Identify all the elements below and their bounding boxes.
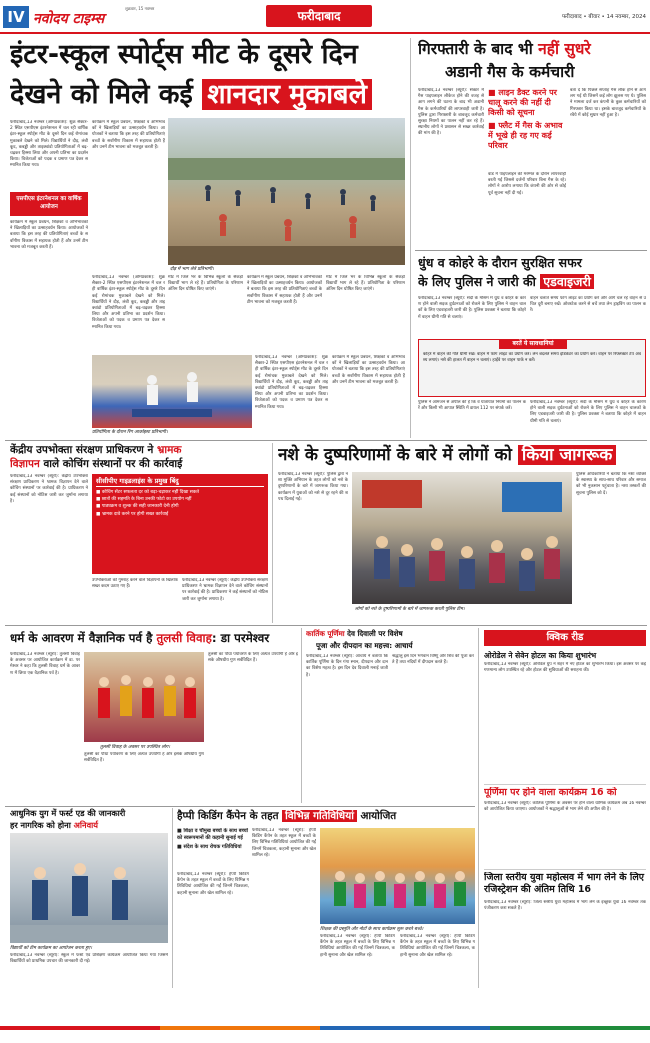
quick-read-item3-body: फरीदाबाद,13 नवम्बर (ब्यूरो): जिला स्तरीय युवा महोत्सव में भाग लेने के इच्छुक युवा 16 नवम्बर तक पंजीकरण करा सकते हैं।	[484, 900, 646, 912]
race-scene-svg	[168, 118, 405, 265]
fog-headline-2b: एडवाइजरी	[540, 274, 594, 289]
coaching-headline-1	[10, 443, 268, 457]
kidding-bullet-2: ■ संदेश के साथ रोचक गतिविधियां	[177, 844, 242, 850]
sports-body-8: कार्यक्रम में स्कूल प्रबंधन, शिक्षकों व अभिभावकों ने खिलाड़ियों का उत्साहवर्धन किया। आयोजकों ने बताया कि इस तरह की प्रतियोगिताएं बच्चों के सर्वांगीण विकास में सहायक होती हैं और उनमें टीम भावना को मजबूत करती हैं।	[332, 355, 405, 385]
quick-read-item2-title: पूर्णिमा पर होने वाला कार्यक्रम 16 को	[484, 787, 617, 798]
coaching-box-item-2: ■ छात्रों की सहमति के बिना उनकी फोटो का उपयोग नहीं	[96, 497, 192, 503]
first-aid-headline-2b: अनिवार्य	[73, 820, 99, 830]
quick-read-item2-body: फरीदाबाद,13 नवम्बर (ब्यूरो): कार्तिक पूर्णिमा के अवसर पर होने वाला धार्मिक कार्यक्रम अब 16 नवम्बर को आयोजित किया जाएगा। आयोजकों ने श्रद्धालुओं से भाग लेने की अपील की है।	[484, 801, 646, 813]
sports-body-2: कार्यक्रम में स्कूल प्रबंधन, शिक्षकों व अभिभावकों ने खिलाड़ियों का उत्साहवर्धन किया। आयोजकों ने बताया कि इस तरह की प्रतियोगिताएं बच्चों के सर्वांगीण विकास में सहायक होती हैं और उनमें टीम भावना को मजबूत करती हैं।	[92, 120, 165, 150]
date-line: फरीदाबाद • बीवार • 14 नवम्बर, 2024	[561, 14, 646, 20]
drugs-headline-b: किया जागरूक	[518, 445, 617, 465]
sports-headline-2a: देखने को मिले कई	[10, 79, 203, 110]
kidding-bullet-1: ■ शिक्षा व चौमुख बच्चों के साथ बच्चों को स्वरूपमानों की कहानी सुनाई गई	[177, 828, 248, 841]
coaching-box-item-4-text: भ्रामक दावे करने पर होगी सख्त कार्रवाई	[101, 511, 169, 517]
col-divider-2	[272, 443, 273, 623]
coaching-box	[92, 474, 268, 574]
tulsi-headline-b: तुलसी विवाह	[156, 631, 212, 645]
sports-headline-1: इंटर-स्कूल स्पोर्ट्स मीट के दूसरे दिन	[10, 39, 358, 70]
kidding-photo	[320, 828, 475, 924]
sports-badge: एसपीएस इंटरनेशनल का वार्षिक आयोजन	[10, 192, 88, 216]
coaching-box-item-4: ■ भ्रामक दावे करने पर होगी सख्त कार्रवाई	[96, 511, 169, 517]
tulsi-body-2: तुलसी का पौधा पर्यावरण के लिए अत्यंत उपयोगी है और इसके औषधीय गुण सर्वविदित हैं।	[208, 652, 298, 664]
col-divider-1	[410, 38, 411, 438]
brand-date: शुक्रवार, 15 नवम्बर	[125, 6, 155, 11]
kartik-headline-1a: कार्तिक पूर्णिमा	[306, 629, 345, 638]
tulsi-scene-svg	[84, 652, 204, 742]
sports-body-1: फरीदाबाद,13 नवम्बर (ओमप्रकाश): शुक्र सैक्टर-2 स्थित एसपीएस इंटरनेशनल में चल रही वार्षिक इंटर-स्कूल स्पोर्ट्स मीट के दूसरे दिन कई रोमांचक मुकाबले देखने को मिले। विद्यार्थियों ने दौड़, लंबी कूद, कबड्डी और ताइक्वांडो प्रतियोगिताओं में बढ़-चढ़कर हिस्सा लिया और अपनी प्रतिभा का प्रदर्शन किया। विजेताओं को पदक व प्रमाण पत्र देकर सम्मानित किया गया।	[10, 120, 88, 169]
adani-headline-1b: नहीं सुधरे	[538, 40, 591, 58]
col-divider-5	[172, 808, 173, 988]
sports-headline-2b: शानदार मुकाबले	[202, 79, 372, 110]
sports-caption-2: प्रतियोगिता के दौरान रिंग आर्काइस्ट प्रतिभागी।	[92, 430, 168, 435]
kartik-body-1: फरीदाबाद,13 नवम्बर (ब्यूरो): आचार्य ने बताया कि कार्तिक पूर्णिमा के दिन गंगा स्नान, दीपदान और दान का विशेष महत्व है। इस दिन देव दिवाली मनाई जाती है।	[306, 654, 388, 678]
sports-body-4: मीट में जिले भर के विभिन्न स्कूलों के सैकड़ों विद्यार्थी भाग ले रहे हैं। प्रतियोगिता के परिणाम अंतिम दिन घोषित किए जाएंगे।	[168, 275, 243, 293]
coaching-headline-2	[10, 457, 268, 471]
drugs-body-1: फरीदाबाद,13 नवम्बर (ब्यूरो): पुलिस द्वारा नशा मुक्ति अभियान के तहत लोगों को नशे के दुष्परिणामों के बारे में जागरूक किया गया। कार्यक्रम में युवाओं को नशे से दूर रहने की शपथ दिलाई गई।	[278, 472, 348, 502]
first-aid-scene-svg	[10, 833, 168, 943]
col-divider-4	[478, 628, 479, 988]
divider-mid-1	[5, 440, 647, 441]
coaching-box-item-1: ■ कोचिंग सेंटर सफलता दर को बढ़ा-चढ़ाकर नहीं दिखा सकते	[96, 490, 199, 495]
quick-read-item3-title: जिला स्तरीय युवा महोत्सव में भाग लेने के लिए रजिस्ट्रेशन की अंतिम तिथि 16	[484, 872, 645, 895]
divider-mid-2	[5, 625, 647, 626]
first-aid-photo	[10, 833, 168, 943]
kartik-headline-1	[306, 628, 474, 639]
adani-headline-1a: गिरफ्तारी के बाद भी	[418, 40, 539, 58]
kidding-body-4: फरीदाबाद,13 नवम्बर (ब्यूरो): हैप्पी किडिंग कैंपेन के तहत स्कूल में बच्चों के लिए विभिन्न गतिविधियां आयोजित की गईं जिनमें चित्रकला, कहानी सुनाना और खेल शामिल रहे।	[400, 934, 475, 958]
first-aid-headline-1: आधुनिक युग में फर्स्ट एड की जानकारी	[10, 808, 126, 818]
quick-read-title: क्विक रीड	[484, 630, 646, 646]
quick-read-divider-1	[484, 784, 646, 785]
kartik-headline-1b: देव दिवाली पर विशेष	[344, 629, 403, 638]
coaching-headline-1b: भ्रामक	[157, 444, 182, 456]
masthead	[0, 0, 650, 34]
quick-read-divider-2	[484, 869, 646, 870]
kidding-headline-c: आयोजित	[356, 810, 397, 822]
kidding-body-2: फरीदाबाद,13 नवम्बर (ब्यूरो): हैप्पी किडिंग कैंपेन के तहत स्कूल में बच्चों के लिए विभिन्न गतिविधियां आयोजित की गईं जिनमें चित्रकला, कहानी सुनाना और खेल शामिल रहे।	[252, 828, 316, 858]
kidding-bullet-2-text: संदेश के साथ रोचक गतिविधियां	[183, 844, 242, 850]
adani-bullet-2: ■ फ्लैट में गैस के अभाव में भूखे ही रह गए कई परिवार	[488, 121, 563, 150]
kidding-bullet-1-text: शिक्षा व चौमुख बच्चों के साथ बच्चों को स्वरूपमानों की कहानी सुनाई गई	[177, 828, 248, 841]
kidding-headline-a: हैप्पी किडिंग कैंपेन के तहत	[177, 810, 283, 822]
taekwondo-scene-svg	[92, 355, 252, 428]
tulsi-body-1: फरीदाबाद,13 नवम्बर (ब्यूरो): तुलसी विवाह के अवसर पर आयोजित कार्यक्रम में डा. परमेश्वर ने कहा कि तुलसी विवाह धर्म के आवरण में छिपा एक वैज्ञानिक पर्व है।	[10, 652, 80, 676]
sports-body-7: फरीदाबाद,13 नवम्बर (ओमप्रकाश): शुक्र सैक्टर-2 स्थित एसपीएस इंटरनेशनल में चल रही वार्षिक इंटर-स्कूल स्पोर्ट्स मीट के दूसरे दिन कई रोमांचक मुकाबले देखने को मिले। विद्यार्थियों ने दौड़, लंबी कूद, कबड्डी और ताइक्वांडो प्रतियोगिताओं में बढ़-चढ़कर हिस्सा लिया और अपनी प्रतिभा का प्रदर्शन किया। विजेताओं को पदक व प्रमाण पत्र देकर सम्मानित किया गया।	[255, 355, 328, 410]
drugs-photo	[352, 472, 572, 604]
tulsi-headline-a: धर्म के आवरण में वैज्ञानिक पर्व है	[10, 631, 157, 645]
sports-body-3: फरीदाबाद,13 नवम्बर (ओमप्रकाश): शुक्र सैक्टर-2 स्थित एसपीएस इंटरनेशनल में चल रही वार्षिक इंटर-स्कूल स्पोर्ट्स मीट के दूसरे दिन कई रोमांचक मुकाबले देखने को मिले। विद्यार्थियों ने दौड़, लंबी कूद, कबड्डी और ताइक्वांडो प्रतियोगिताओं में बढ़-चढ़कर हिस्सा लिया और अपनी प्रतिभा का प्रदर्शन किया। विजेताओं को पदक व प्रमाण पत्र देकर सम्मानित किया गया।	[92, 275, 165, 330]
drugs-headline-a: नशे के दुष्परिणामों के बारे में लोगों को	[278, 445, 518, 465]
sports-body-5: कार्यक्रम में स्कूल प्रबंधन, शिक्षकों व अभिभावकों ने खिलाड़ियों का उत्साहवर्धन किया। आयोजकों ने बताया कि इस तरह की प्रतियोगिताएं बच्चों के सर्वांगीण विकास में सहायक होती हैं और उनमें टीम भावना को मजबूत करती हैं।	[247, 275, 322, 305]
coaching-box-title: सीसीपीए गाइडलाइंस के प्रमुख बिंदु	[96, 477, 264, 487]
tulsi-headline-c: : डा परमेश्वर	[211, 631, 270, 645]
kidding-bullets	[177, 828, 249, 870]
drugs-body-2: पुलिस अधिकारियों ने बताया कि नशा व्यक्ति के स्वास्थ्य के साथ-साथ परिवार और समाज को भी नुकसान पहुंचाता है। नशा तस्करों की सूचना पुलिस को दें।	[576, 472, 646, 496]
quick-read-item1-body: फरीदाबाद,13 नवम्बर (ब्यूरो): ओरोडेल ग्रुप ने शहर में नए होटल का शुभारंभ किया। इस अवसर पर कई गणमान्य लोग उपस्थित रहे और होटल की सुविधाओं की सराहना की।	[484, 662, 646, 674]
sports-headline-2	[10, 76, 405, 114]
fog-headline-2	[418, 273, 646, 291]
coaching-box-list	[96, 489, 264, 573]
sports-caption-1: दौड़ में भाग लेते प्रतिभागी।	[170, 267, 214, 272]
kidding-headline	[177, 808, 475, 824]
kidding-caption: शिक्षक की प्रस्तुति और नोटों के साथ कार्यक्रम शुरू करते बच्चे।	[320, 927, 424, 932]
quick-read-item1-title: ओरोडेल ने सेवेन होटल का किया शुभारंभ	[484, 651, 597, 660]
adani-body-right: बता दें कि पिछले सप्ताह गैस लीक होने से आग लग गई थी जिसमें कई लोग झुलस गए थे। पुलिस ने मामला दर्ज कर कंपनी के कुछ कर्मचारियों को गिरफ्तार किया था। इसके बावजूद कर्मचारियों के रवैये में कोई सुधार नहीं हुआ है।	[570, 88, 646, 118]
col-divider-3	[301, 628, 302, 803]
adani-headline-2: अडानी गैस के कर्मचारी	[445, 63, 575, 81]
sports-photo-taekwondo	[92, 355, 252, 428]
section-tab: फरीदाबाद	[266, 5, 372, 27]
tulsi-caption: तुलसी विवाह के अवसर पर उपस्थित लोग।	[100, 745, 170, 750]
coaching-headline-2a: विज्ञापन	[10, 458, 40, 470]
fog-box-text: कोहरे में वाहन की गति धीमी रखें। वाहन में फॉग लाइट का प्रयोग करें। लेन बदलते समय इंडिकेटर का प्रयोग करें। वाहन पर रिफ्लेक्टर टेप अवश्य लगाएं। नशे की हालत में वाहन न चलाएं। हाईवे पर वाहन पार्क न करें।	[423, 352, 641, 364]
tulsi-body-3: तुलसी का पौधा पर्यावरण के लिए अत्यंत उपयोगी है और इसके औषधीय गुण सर्वविदित हैं।	[84, 752, 204, 764]
fog-headline-2a: के लिए पुलिस ने जारी की	[418, 274, 541, 289]
adani-body-left: फरीदाबाद,13 नवम्बर (ब्यूरो): सेक्टर में गैस पाइपलाइन लीकेज होने की वजह से आग लगने की घटना के बाद भी अडानी गैस के कर्मचारियों की लापरवाही जारी है। पुलिस द्वारा गिरफ्तारी के बावजूद कर्मचारी सुरक्षा नियमों का पालन नहीं कर रहे हैं। स्थानीय लोगों ने प्रशासन से सख्त कार्रवाई की मांग की है।	[418, 88, 484, 137]
sports-photo-race	[168, 118, 405, 265]
sports-body-1b: कार्यक्रम में स्कूल प्रबंधन, शिक्षकों व अभिभावकों ने खिलाड़ियों का उत्साहवर्धन किया। आयोजकों ने बताया कि इस तरह की प्रतियोगिताएं बच्चों के सर्वांगीण विकास में सहायक होती हैं और उनमें टीम भावना को मजबूत करती हैं।	[10, 220, 88, 250]
adani-headline-1	[418, 38, 646, 60]
coaching-headline-1a: केंद्रीय उपभोक्ता संरक्षण प्राधिकरण ने	[10, 444, 158, 456]
footer-band	[0, 1020, 650, 1043]
coaching-box-item-3: ■ पाठ्यक्रम व शुल्क की सही जानकारी देनी होगी	[96, 504, 179, 510]
drugs-caption: लोगों को नशे के दुष्परिणामों के बारे में जागरूक करती पुलिस टीम।	[355, 607, 465, 612]
page-number: IV	[3, 6, 29, 28]
first-aid-headline-2a: हर नागरिक को होना	[10, 820, 74, 830]
fog-headline-1: धुंध व कोहरे के दौरान सुरक्षित सफर	[418, 255, 582, 270]
fog-box	[418, 339, 646, 397]
kidding-scene-svg	[320, 828, 475, 924]
kidding-headline-b: विभिन्न गतिविधियां	[282, 810, 357, 822]
brand-logo: नवोदय टाइम्स	[33, 11, 105, 27]
drugs-scene-svg	[352, 472, 572, 604]
adani-bullet-1: ■ लाइन डैक्ट करने पर चालू करने की नहीं दी किसी को सूचना	[488, 88, 557, 117]
first-aid-body-1: फरीदाबाद,13 नवम्बर (ब्यूरो): स्कूल में फर्स्ट एड प्रशिक्षण कार्यक्रम आयोजित किया गया जिसमें विद्यार्थियों को प्राथमिक उपचार की जानकारी दी गई।	[10, 953, 168, 965]
kartik-headline-2: पूजा और दीपदान का महत्त्व: आचार्य	[316, 641, 413, 650]
masthead-rule	[0, 32, 650, 34]
sports-body-6: मीट में जिले भर के विभिन्न स्कूलों के सैकड़ों विद्यार्थी भाग ले रहे हैं। प्रतियोगिता के परिणाम अंतिम दिन घोषित किए जाएंगे।	[326, 275, 405, 293]
drugs-headline	[278, 442, 646, 468]
kidding-body-3: फरीदाबाद,13 नवम्बर (ब्यूरो): हैप्पी किडिंग कैंपेन के तहत स्कूल में बच्चों के लिए विभिन्न गतिविधियां आयोजित की गईं जिनमें चित्रकला, कहानी सुनाना और खेल शामिल रहे।	[320, 934, 395, 958]
divider-fog-top	[415, 250, 647, 251]
coaching-body-1: फरीदाबाद,13 नवम्बर (ब्यूरो): केंद्रीय उपभोक्ता संरक्षण प्राधिकरण ने भ्रामक विज्ञापन देने वाले कोचिंग संस्थानों पर कार्रवाई की है। प्राधिकरण ने कई संस्थानों को नोटिस जारी कर जुर्माना लगाया है।	[10, 474, 88, 504]
coaching-body-2: उपभोक्ताओं को गुमराह करने वाले विज्ञापनों के खिलाफ सख्त कदम उठाए गए हैं।	[92, 578, 178, 590]
fog-body-3: पुलिस ने आमजन से अपील की है कि वे यातायात नियमों का पालन करें और किसी भी आपात स्थिति में डायल 112 पर संपर्क करें।	[418, 400, 526, 412]
coaching-headline-2b: वाले कोचिंग संस्थानों पर की कार्रवाई	[39, 458, 183, 470]
adani-body-mid: वार्ड में पाइपलाइन की मरम्मत के दौरान लापरवाही बरती गई जिससे दर्जनों परिवार बिना गैस के रहे। लोगों ने आरोप लगाया कि कंपनी की ओर से कोई पूर्व सूचना नहीं दी गई।	[488, 172, 566, 196]
footer-color-strip	[0, 1026, 650, 1034]
tulsi-photo	[84, 652, 204, 742]
kidding-body-1: फरीदाबाद,13 नवम्बर (ब्यूरो): हैप्पी किडिंग कैंपेन के तहत स्कूल में बच्चों के लिए विभिन्न गतिविधियां आयोजित की गईं जिनमें चित्रकला, कहानी सुनाना और खेल शामिल रहे।	[177, 872, 249, 896]
coaching-body-3: फरीदाबाद,13 नवम्बर (ब्यूरो): केंद्रीय उपभोक्ता संरक्षण प्राधिकरण ने भ्रामक विज्ञापन देने वाले कोचिंग संस्थानों पर कार्रवाई की है। प्राधिकरण ने कई संस्थानों को नोटिस जारी कर जुर्माना लगाया है।	[182, 578, 268, 602]
divider-mid-3	[5, 806, 475, 807]
first-aid-caption: विद्यार्थी को टीम कार्यक्रम का आयोजन करता हुए।	[10, 946, 92, 951]
kartik-body-2: श्रद्धालु इस दिन भगवान विष्णु और शिव की पूजा करते हैं तथा नदियों में दीपदान करते हैं।	[392, 654, 474, 666]
coaching-box-item-1-text: कोचिंग सेंटर सफलता दर को बढ़ा-चढ़ाकर नहीं दिखा सकते	[101, 490, 199, 495]
coaching-box-item-2-text: छात्रों की सहमति के बिना उनकी फोटो का उपयोग नहीं	[101, 497, 192, 503]
first-aid-headline-2	[10, 820, 168, 831]
adani-bullet-2-text: फ्लैट में गैस के अभाव में भूखे ही रह गए कई परिवार	[488, 121, 563, 150]
fog-body-2: वाहन चलाते समय फॉग लाइट का प्रयोग करें और आगे चल रहे वाहन से उचित दूरी बनाए रखें। ओवरटेक करने से बचें तथा लेन ड्राइविंग का पालन करें।	[530, 296, 646, 314]
tulsi-headline	[10, 628, 296, 648]
coaching-box-item-3-text: पाठ्यक्रम व शुल्क की सही जानकारी देनी होगी	[101, 504, 179, 510]
adani-bullet-1-text: लाइन डैक्ट करने पर चालू करने की नहीं दी किसी को सूचना	[488, 88, 557, 117]
fog-body-4: फरीदाबाद,13 नवम्बर (ब्यूरो): सर्दी के मौसम में धुंध व कोहरे के कारण होने वाली सड़क दुर्घटनाओं को रोकने के लिए पुलिस ने वाहन चालकों के लिए एडवाइजरी जारी की है। पुलिस प्रवक्ता ने बताया कि कोहरे में वाहन धीमी गति से चलाएं।	[530, 400, 646, 424]
adani-bullets	[488, 88, 566, 168]
fog-box-title: बरतें ये सावधानियां	[499, 339, 567, 349]
fog-body-1: फरीदाबाद,13 नवम्बर (ब्यूरो): सर्दी के मौसम में धुंध व कोहरे के कारण होने वाली सड़क दुर्घटनाओं को रोकने के लिए पुलिस ने वाहन चालकों के लिए एडवाइजरी जारी की है। पुलिस प्रवक्ता ने बताया कि कोहरे में वाहन धीमी गति से चलाएं।	[418, 296, 526, 320]
